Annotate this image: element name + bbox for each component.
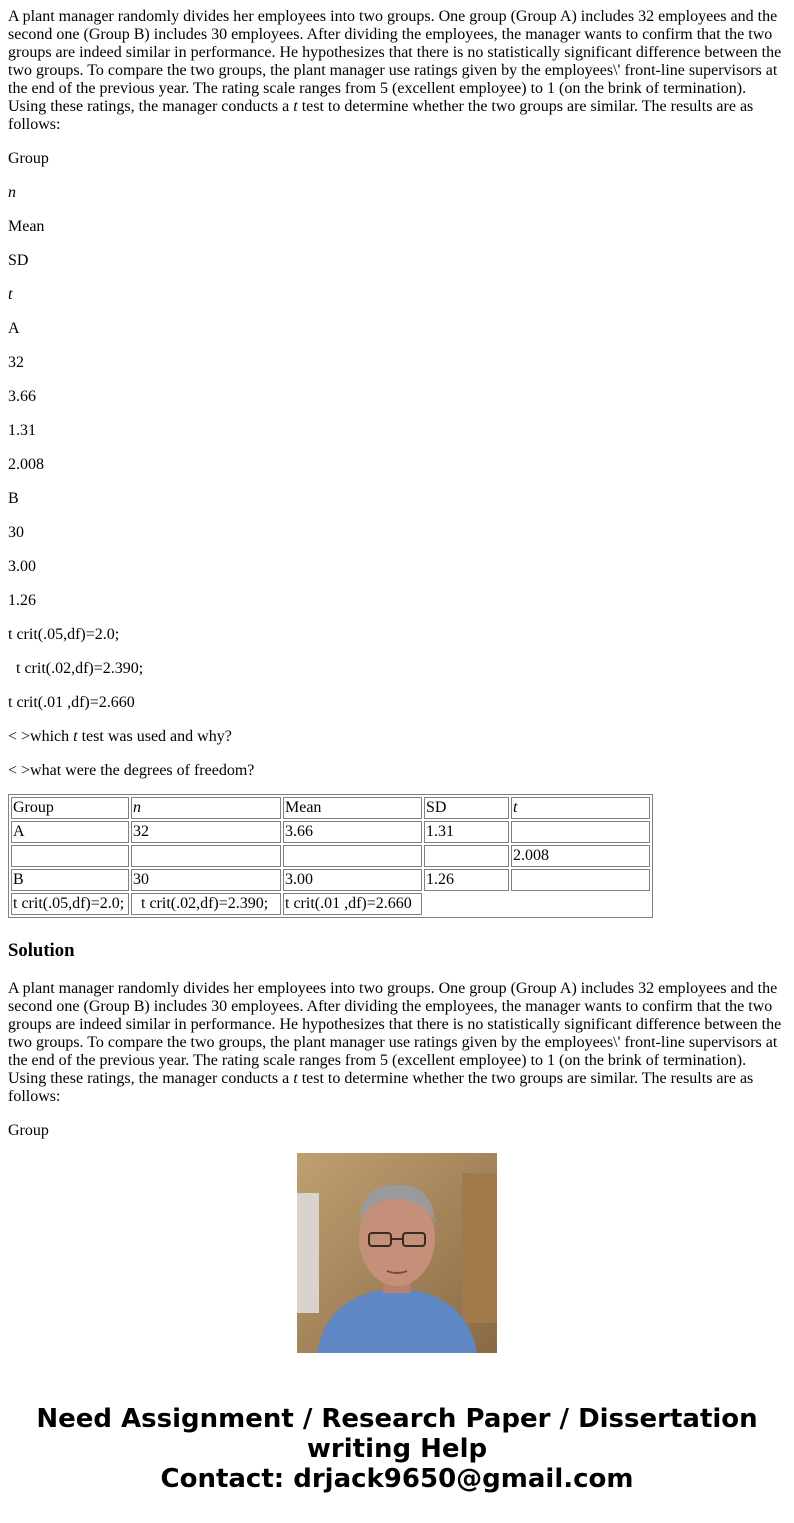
list-line: 3.00 <box>8 558 36 575</box>
list-line: t <box>8 286 13 303</box>
question-1: < >which t test was used and why? <box>8 728 232 745</box>
table-row <box>11 797 650 819</box>
table-cell <box>131 845 281 867</box>
list-line: 1.31 <box>8 422 36 439</box>
table-cell: t crit(.02,df)=2.390; <box>131 893 281 915</box>
author-photo <box>297 1153 497 1353</box>
table-cell: 30 <box>131 869 281 891</box>
list-line: SD <box>8 252 29 269</box>
list-line: Group <box>8 150 49 167</box>
list-line: Mean <box>8 218 45 235</box>
list-line: 3.66 <box>8 388 36 405</box>
table-row <box>11 893 650 915</box>
table-cell: 1.26 <box>424 869 509 891</box>
table-row <box>11 845 650 867</box>
list-line: 1.26 <box>8 592 36 609</box>
solution-heading: Solution <box>8 940 75 961</box>
table-cell: 32 <box>131 821 281 843</box>
question-intro <box>8 8 786 134</box>
table-cell: 3.66 <box>283 821 422 843</box>
table-row <box>11 869 650 891</box>
intro-text-1: A plant manager randomly divides her employees into two groups. One group (Group A) includes 32 employees and the second one (Group B) includes 30 employees. After dividing the employees, the manager wants to confirm that the two groups are indeed similar in performance. He hypothesizes that there is no statistically significant difference between the two groups. To compare the two groups, the plant manager use ratings given by the employees\' front-line supervisors at the end of the previous year. The rating scale ranges from 5 (excellent employee) to 1 (on the brink of termination). Using these ratings, the manager conducts a <box>8 8 782 115</box>
table-row <box>11 821 650 843</box>
table-header-cell: Group <box>11 797 129 819</box>
footer-banner <box>0 1404 794 1494</box>
table-header-cell: n <box>131 797 281 819</box>
list-line: A <box>8 320 20 337</box>
table-cell <box>283 845 422 867</box>
intro-t-italic: t <box>293 98 298 115</box>
footer-line-1: Need Assignment / Research Paper / Dissertation <box>36 1404 758 1434</box>
solution-intro: A plant manager randomly divides her employees into two groups. One group (Group A) includes 32 employees and the second one (Group B) includes 30 employees. After dividing the employees, the manager wants to confirm that the two groups are indeed similar in performance. He hypothesizes that there is no statistically significant difference between the two groups. To compare the two groups, the plant manager use ratings given by the employees\' front-line supervisors at the end of the previous year. The rating scale ranges from 5 (excellent employee) to 1 (on the brink of termination). Using these ratings, the manager conducts a t test to determine whether the two groups are similar. The results are as follows: <box>8 980 782 1105</box>
table-header-cell: Mean <box>283 797 422 819</box>
table-cell: 1.31 <box>424 821 509 843</box>
table-cell: t crit(.05,df)=2.0; <box>11 893 129 915</box>
question-2: < >what were the degrees of freedom? <box>8 762 255 779</box>
table-cell <box>511 869 650 891</box>
list-line: t crit(.02,df)=2.390; <box>8 660 144 677</box>
list-line: t crit(.05,df)=2.0; <box>8 626 120 643</box>
list-line: B <box>8 490 19 507</box>
list-line: n <box>8 184 16 201</box>
footer-contact: Contact: drjack9650@gmail.com <box>160 1464 634 1494</box>
table-cell: t crit(.01 ,df)=2.660 <box>283 893 422 915</box>
table-cell <box>11 845 129 867</box>
list-line: 2.008 <box>8 456 44 473</box>
list-line: 30 <box>8 524 24 541</box>
list-line: t crit(.01 ,df)=2.660 <box>8 694 135 711</box>
solution-cut-line: Group <box>8 1122 49 1139</box>
list-line: 32 <box>8 354 24 371</box>
table-cell: 2.008 <box>511 845 650 867</box>
footer-line-2: writing Help <box>306 1434 488 1464</box>
table-header-cell: t <box>511 797 650 819</box>
table-cell: 3.00 <box>283 869 422 891</box>
intro-text-2: test to determine whether the two groups are similar. The results are as follows: <box>8 98 754 133</box>
table-header-cell: SD <box>424 797 509 819</box>
document-content <box>8 0 786 1139</box>
results-table <box>8 794 653 918</box>
portrait-image <box>297 1153 497 1353</box>
table-cell <box>424 845 509 867</box>
table-cell: A <box>11 821 129 843</box>
table-cell <box>511 821 650 843</box>
table-cell: B <box>11 869 129 891</box>
